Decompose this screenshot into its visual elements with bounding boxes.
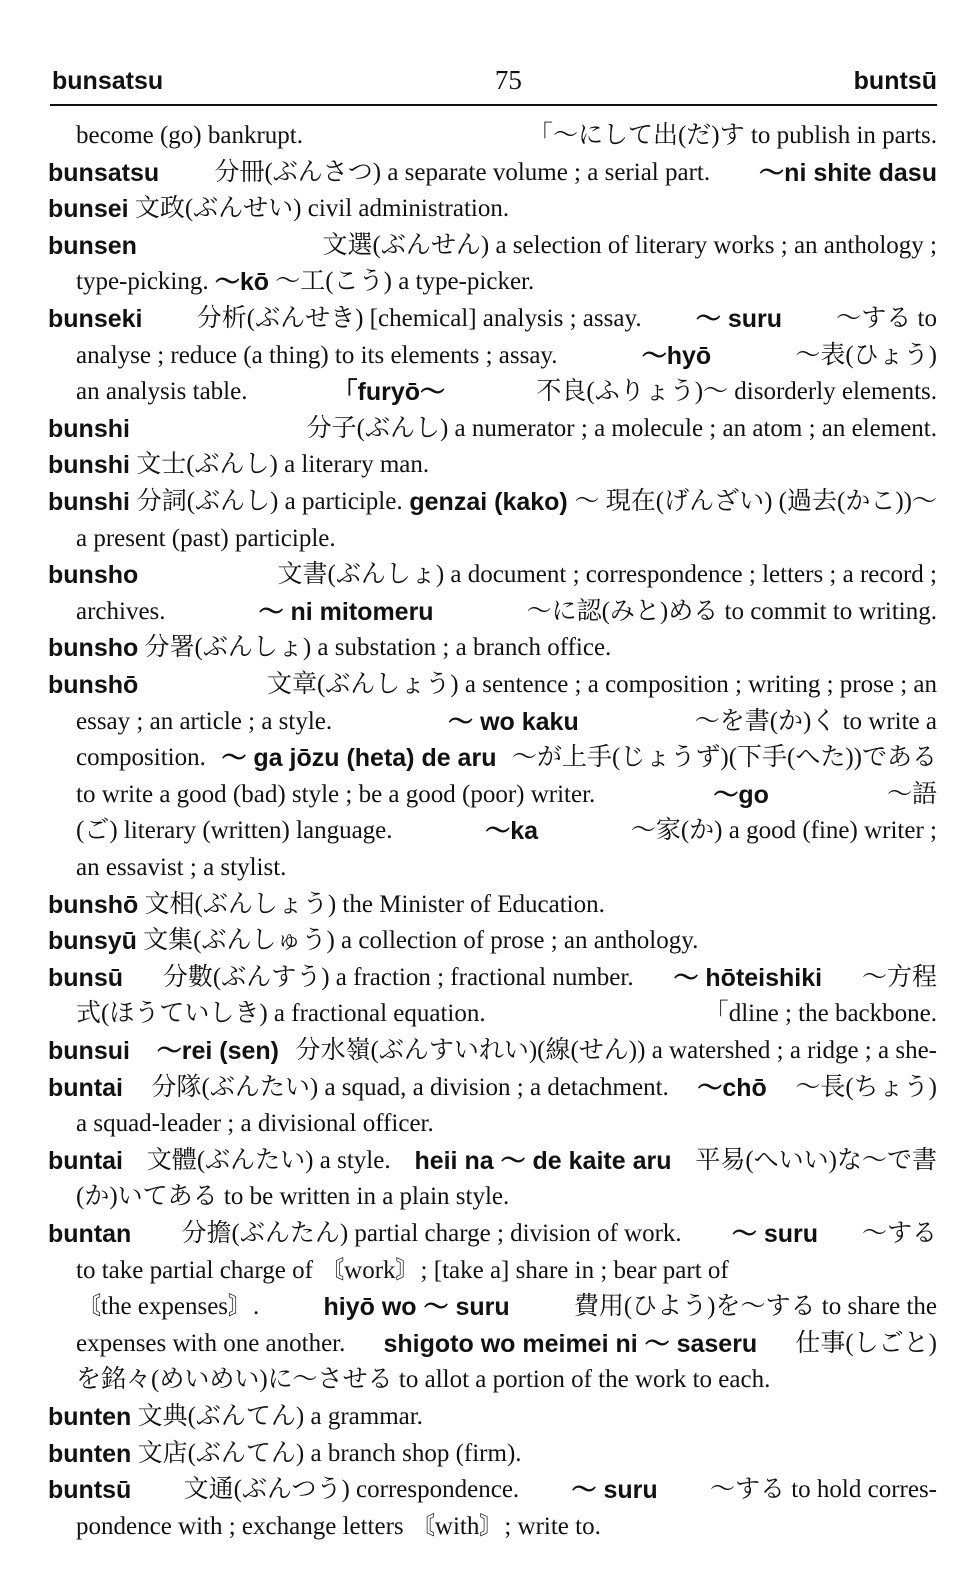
- entry-continuation-line: [76, 1179, 937, 1215]
- definition-text: (か)いてある to be written in a plain style.: [76, 1183, 510, 1211]
- definition-text: 〜表(ひょう): [789, 341, 937, 369]
- definition-text: 文士(ぶんし) a literary man.: [129, 451, 430, 479]
- definition-text: 分擔(ぶんたん) partial charge ; division of work.: [175, 1220, 688, 1247]
- definition-text: を銘々(めいめい)に〜させる to allot a portion of the work to each.: [76, 1366, 771, 1394]
- headword-text: 〜go: [713, 780, 769, 809]
- headword-text: buntsū: [48, 1476, 132, 1505]
- definition-text: expenses with one another.: [76, 1329, 352, 1357]
- headword-text: 〜ni shite dasu: [759, 158, 937, 187]
- definition-text: 文政(ぶんせい) civil administration.: [128, 195, 510, 223]
- entry-continuation-line: [76, 813, 937, 849]
- definition-text: 〜方程: [855, 963, 937, 991]
- definition-text: to take partial charge of 〘work〙; [take a] share in ; bear part of: [76, 1256, 729, 1284]
- definition-text: 文選(ぶんせん) a selection of literary works ; an anthology ;: [316, 231, 937, 259]
- headword-text: bunsyū: [48, 927, 137, 956]
- definition-text: 〘the expenses〙.: [76, 1293, 266, 1321]
- entry-continuation-line: [76, 850, 937, 886]
- headword-text: bunsen: [48, 231, 137, 260]
- entry-line: [48, 191, 937, 227]
- headword-text: 〜chō: [697, 1073, 767, 1102]
- headword-text: bunshi: [48, 451, 130, 480]
- headword-text: bunten: [48, 1403, 132, 1431]
- entry-continuation-line: [76, 1253, 937, 1289]
- headword-text: bunsho: [48, 561, 139, 590]
- headword-text: genzai (kako): [409, 488, 568, 516]
- definition-text: [140, 1033, 146, 1069]
- definition-text: 文章(ぶんしょう) a sentence ; a composition ; writing ; prose ; an: [260, 671, 937, 698]
- definition-text: essay ; an article ; a style.: [76, 707, 339, 735]
- headword-text: bunsei: [48, 195, 129, 224]
- headword-text: 〜 suru: [695, 305, 782, 333]
- definition-text: archives.: [76, 597, 172, 625]
- entry-continuation-line: [76, 1362, 937, 1398]
- entry-line: [48, 1033, 937, 1069]
- entry-continuation-line: [76, 118, 937, 154]
- definition-text: a squad-leader ; a divisional officer.: [76, 1110, 434, 1138]
- entry-line: [48, 1070, 937, 1106]
- running-head: [52, 62, 937, 96]
- headword-text: bunseki: [48, 305, 143, 333]
- definition-text: 分水嶺(ぶんすいれい)(線(せん)) a watershed ; a ridge ; a she-: [289, 1037, 937, 1064]
- definition-text: 〜する: [861, 1220, 937, 1247]
- definition-text: 文典(ぶんてん) a grammar.: [131, 1403, 423, 1430]
- entry-continuation-line: [76, 1106, 937, 1142]
- definition-text: 平易(へいい)な〜で書: [689, 1146, 937, 1174]
- entry-continuation-line: [76, 704, 937, 740]
- entry-line: [48, 1472, 937, 1508]
- definition-text: 〜する to: [830, 305, 937, 332]
- header-rule: [50, 104, 937, 106]
- headword-text: 〜 suru: [571, 1476, 658, 1505]
- entry-continuation-line: [76, 1289, 937, 1325]
- headword-text: hiyō wo 〜 suru: [323, 1293, 510, 1322]
- definition-text: 〜に認(みと)める to commit to writing.: [520, 597, 937, 625]
- entry-continuation-line: [76, 521, 937, 557]
- definition-text: analyse ; reduce (a thing) to its elements ; assay.: [76, 341, 564, 369]
- entry-continuation-line: [76, 1509, 937, 1545]
- definition-text: 文相(ぶんしょう) the Minister of Education.: [138, 890, 605, 918]
- definition-text: 〜工(こう) a type-picker.: [269, 268, 535, 296]
- definition-text: 「dline ; the backbone.: [703, 1000, 937, 1028]
- definition-text: a present (past) participle.: [76, 524, 336, 552]
- headword-text: 「furyō〜: [332, 378, 446, 407]
- definition-text: 〜 現在(げんざい) (過去(かこ))〜: [568, 488, 937, 515]
- entry-line: [48, 960, 937, 996]
- headword-text: 〜rei (sen): [156, 1037, 279, 1065]
- definition-text: 〜が上手(じょうず)(下手(へた))である: [505, 744, 937, 772]
- headword-text: buntai: [48, 1146, 123, 1175]
- right-guide-word: buntsū: [853, 67, 937, 95]
- definition-text: 文集(ぶんしゅう) a collection of prose ; an anthology.: [136, 927, 699, 955]
- headword-text: buntan: [48, 1220, 132, 1248]
- entry-line: [48, 484, 937, 520]
- definition-text: composition.: [76, 744, 213, 772]
- headword-text: 〜 ni mitomeru: [258, 597, 434, 626]
- definition-text: 分詞(ぶんし) a participle.: [130, 488, 409, 515]
- definition-text: 〜家(か) a good (fine) writer ;: [624, 817, 937, 845]
- definition-text: 文體(ぶんたい) a style.: [140, 1146, 397, 1174]
- definition-text: 〜語: [880, 780, 937, 808]
- definition-text: 〜を書(か)く to write a: [688, 707, 937, 735]
- definition-text: pondence with ; exchange letters 〘with〙; write to.: [76, 1512, 601, 1540]
- definition-text: 分署(ぶんしょ) a substation ; a branch office.: [138, 634, 612, 662]
- entry-continuation-line: [76, 996, 937, 1032]
- definition-text: 式(ほうていしき) a fractional equation.: [76, 1000, 486, 1028]
- definition-text: 不良(ふりょう)〜 disorderly elements.: [530, 378, 937, 406]
- entry-continuation-line: [76, 374, 937, 410]
- entry-line: [48, 1216, 937, 1252]
- definition-text: 文店(ぶんてん) a branch shop (firm).: [131, 1439, 522, 1467]
- headword-text: bunshi: [48, 414, 130, 443]
- definition-text: 〜する to hold corres-: [703, 1476, 937, 1504]
- entry-line: [48, 155, 937, 191]
- definition-text: 仕事(しごと): [789, 1329, 937, 1357]
- entry-continuation-line: [76, 338, 937, 374]
- left-guide-word: bunsatsu: [52, 67, 164, 95]
- definition-text: 「〜にして出(だ)す to publish in parts.: [527, 122, 937, 149]
- headword-text: bunsui: [48, 1037, 130, 1065]
- definition-text: 文通(ぶんつう) correspondence.: [177, 1476, 526, 1504]
- definition-text: 分析(ぶんせき) [chemical] analysis ; assay.: [190, 305, 648, 332]
- entry-line: [48, 887, 937, 923]
- headword-text: bunsho: [48, 634, 139, 663]
- headword-text: 〜 wo kaku: [448, 707, 579, 736]
- page-number: 75: [494, 65, 522, 95]
- headword-text: bunten: [48, 1439, 132, 1468]
- definition-text: 〜長(ちょう): [789, 1073, 937, 1101]
- definition-text: 分冊(ぶんさつ) a separate volume ; a serial part.: [208, 158, 711, 186]
- headword-text: heii na 〜 de kaite aru: [414, 1146, 672, 1175]
- headword-text: 〜ka: [485, 817, 539, 846]
- entry-line: [48, 923, 937, 959]
- entry-line: [48, 1399, 937, 1435]
- entry-line: [48, 447, 937, 483]
- entry-line: [48, 411, 937, 447]
- headword-text: 〜kō: [214, 268, 270, 297]
- headword-text: bunsū: [48, 963, 123, 992]
- definition-text: become (go) bankrupt.: [76, 122, 304, 149]
- headword-text: buntai: [48, 1073, 123, 1102]
- definition-text: an analysis table.: [76, 378, 248, 406]
- entry-continuation-line: [76, 1326, 937, 1362]
- entry-line: [48, 557, 937, 593]
- entry-line: [48, 1436, 937, 1472]
- headword-text: 〜 suru: [731, 1220, 818, 1248]
- definition-text: an essavist ; a stylist.: [76, 854, 287, 881]
- definition-text: 分隊(ぶんたい) a squad, a division ; a detachment.: [145, 1073, 676, 1101]
- definition-text: 文書(ぶんしょ) a document ; correspondence ; letters ; a record ;: [271, 561, 937, 589]
- headword-text: 〜 hōteishiki: [673, 963, 823, 992]
- entry-line: [48, 630, 937, 666]
- entry-line: [48, 667, 937, 703]
- entry-continuation-line: [76, 264, 937, 300]
- definition-text: (ご) literary (written) language.: [76, 817, 399, 845]
- headword-text: bunshō: [48, 671, 139, 699]
- definition-text: type-picking.: [76, 268, 215, 296]
- headword-text: 〜hyō: [641, 341, 712, 370]
- entry-line: [48, 301, 937, 337]
- entry-line: [48, 1143, 937, 1179]
- entry-line: [48, 228, 937, 264]
- entry-continuation-line: [76, 594, 937, 630]
- headword-text: bunshi: [48, 488, 130, 516]
- headword-text: 〜 ga jōzu (heta) de aru: [221, 744, 497, 773]
- headword-text: shigoto wo meimei ni 〜 saseru: [383, 1329, 758, 1358]
- entry-continuation-line: [76, 740, 937, 776]
- definition-text: 分數(ぶんすう) a fraction ; fractional number.: [156, 963, 640, 991]
- definition-text: 費用(ひよう)を〜する to share the: [567, 1293, 937, 1321]
- headword-text: bunshō: [48, 890, 139, 919]
- headword-text: bunsatsu: [48, 158, 160, 187]
- definition-text: 分子(ぶんし) a numerator ; a molecule ; an atom ; an element.: [300, 414, 937, 442]
- definition-text: to write a good (bad) style ; be a good (poor) writer.: [76, 780, 602, 808]
- entry-continuation-line: [76, 777, 937, 813]
